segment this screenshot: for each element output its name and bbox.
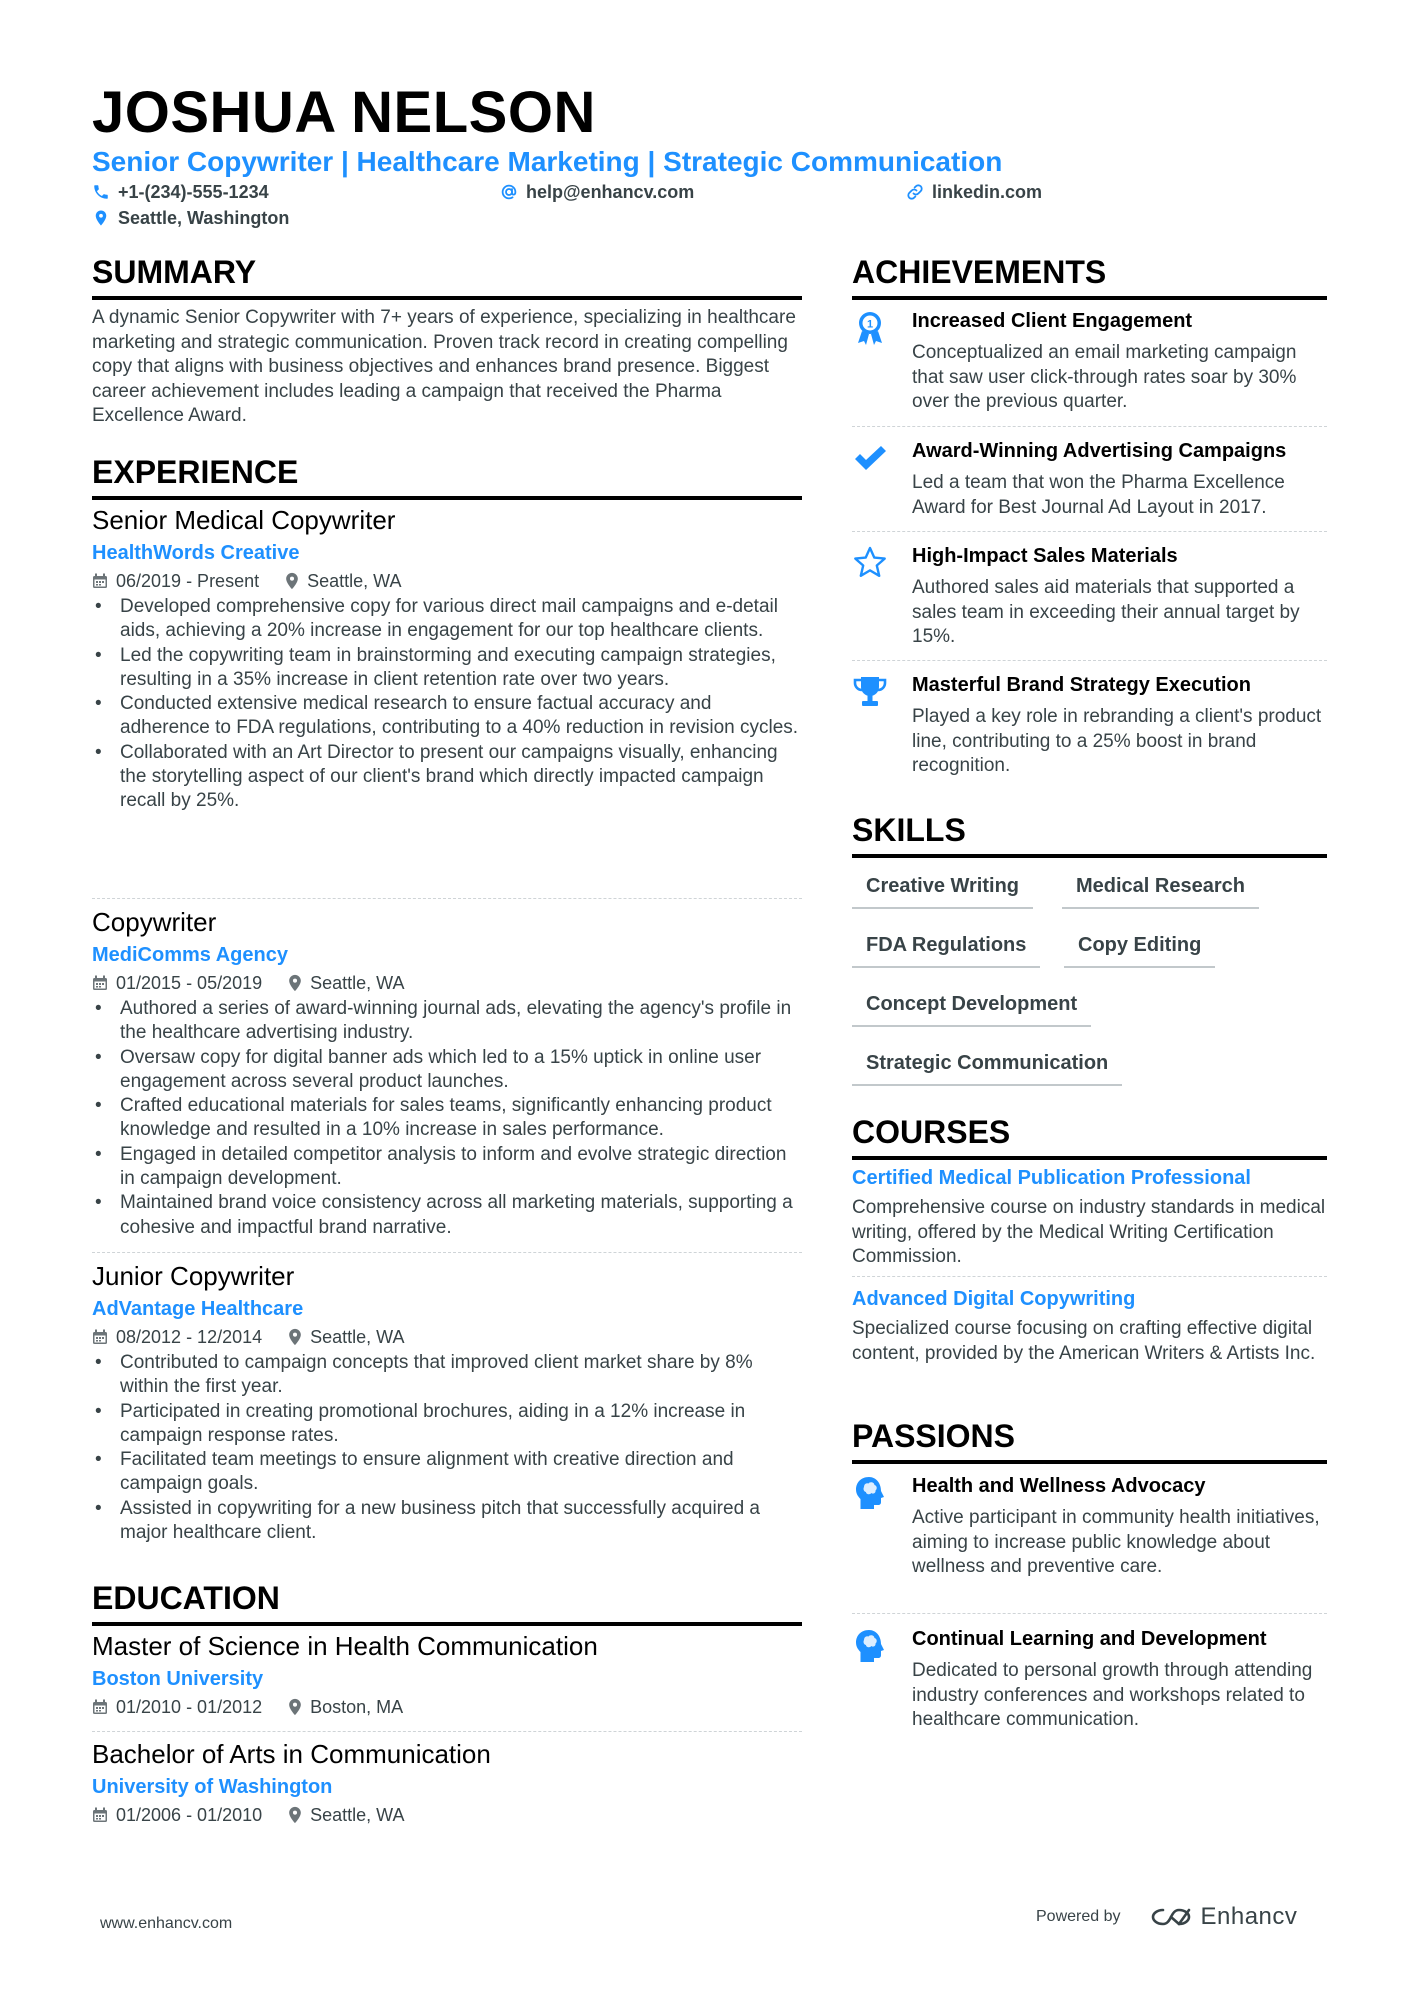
degree-title: Bachelor of Arts in Communication — [92, 1739, 491, 1769]
experience-entry — [92, 504, 802, 814]
skills-heading: SKILLS — [852, 810, 1327, 858]
education-heading: EDUCATION — [92, 1578, 802, 1626]
contact-location — [92, 207, 289, 229]
candidate-tagline: Senior Copywriter | Healthcare Marketing | Strategic Communication — [92, 146, 1003, 177]
powered-by-text: Powered by — [1036, 1908, 1121, 1925]
summary-heading: SUMMARY — [92, 252, 802, 300]
skill-tag: Strategic Communication — [852, 1050, 1122, 1086]
experience-entry — [92, 1260, 802, 1545]
job-bullets — [92, 1351, 802, 1545]
job-meta — [92, 971, 802, 995]
summary-text: A dynamic Senior Copywriter with 7+ years of experience, specializing in healthcare marketing and strategic communication. Proven track record in creating compelling copy that aligns with business objectives and enhances brand presence. Biggest career achievement includes leading a campaign that received the Pharma Excellence Award. — [92, 307, 796, 426]
phone-text: +1-(234)-555-1234 — [118, 182, 269, 202]
achievements-heading: ACHIEVEMENTS — [852, 252, 1327, 300]
job-dates-text: 06/2019 - Present — [116, 571, 260, 591]
course-title: Certified Medical Publication Professional — [852, 1167, 1251, 1189]
education-location — [288, 1695, 403, 1719]
bullet-item: • Contributed to campaign concepts that improved client market share by 8% within the first year. — [92, 1351, 802, 1400]
passion-text: Dedicated to personal growth through attending industry conferences and workshops related to healthcare communication. — [912, 1660, 1313, 1730]
achievement-title: Masterful Brand Strategy Execution — [912, 674, 1251, 696]
achievement-title: Award-Winning Advertising Campaigns — [912, 440, 1287, 462]
contact-email[interactable] — [500, 181, 694, 203]
head-brain-icon — [852, 1475, 888, 1511]
at-sign-icon — [500, 183, 518, 201]
experience-entry — [92, 906, 802, 1240]
calendar-icon — [92, 1329, 108, 1345]
bullet-item: • Led the copywriting team in brainstorming and executing campaign strategies, resulting in a 35% increase in client retention rate over two years. — [92, 644, 802, 693]
education-meta — [92, 1695, 802, 1719]
contact-website[interactable] — [906, 181, 1042, 203]
education-dates-text: 01/2010 - 01/2012 — [116, 1697, 263, 1717]
bullet-item: • Crafted educational materials for sales teams, significantly enhancing product knowledge and resulted in a 10% increase in sales performance. — [92, 1094, 802, 1143]
education-location-text: Boston, MA — [310, 1697, 404, 1717]
school-name: Boston University — [92, 1668, 264, 1690]
svg-text:1: 1 — [866, 318, 874, 331]
job-title: Senior Medical Copywriter — [92, 505, 396, 535]
job-bullets — [92, 997, 802, 1240]
company-name: MediComms Agency — [92, 944, 288, 966]
skill-tag: Medical Research — [1062, 873, 1259, 909]
bullet-item: • Maintained brand voice consistency across all marketing materials, supporting a cohesive and impactful brand narrative. — [92, 1191, 802, 1240]
map-pin-icon — [288, 974, 302, 992]
divider — [852, 426, 1327, 427]
skill-tag: Copy Editing — [1064, 932, 1215, 968]
job-title: Copywriter — [92, 907, 217, 937]
job-location — [288, 971, 404, 995]
job-location-text: Seattle, WA — [310, 973, 405, 993]
bullet-item: • Collaborated with an Art Director to present our campaigns visually, enhancing the storytelling aspect of our client's brand which directly impacted campaign recall by 25%. — [92, 741, 802, 814]
bullet-item: • Conducted extensive medical research to ensure factual accuracy and adherence to FDA regulations, contributing to a 40% reduction in revision cycles. — [92, 692, 802, 741]
passion-title: Continual Learning and Development — [912, 1628, 1267, 1650]
map-pin-icon — [288, 1328, 302, 1346]
job-title: Junior Copywriter — [92, 1261, 295, 1291]
map-pin-icon — [288, 1806, 302, 1824]
calendar-icon — [92, 975, 108, 991]
bullet-item: • Authored a series of award-winning journal ads, elevating the agency's profile in the healthcare advertising industry. — [92, 997, 802, 1046]
job-dates — [92, 971, 262, 995]
bullet-item: • Developed comprehensive copy for various direct mail campaigns and e-detail aids, achieving a 20% increase in engagement for our top healthcare clients. — [92, 595, 802, 644]
degree-title: Master of Science in Health Communication — [92, 1631, 598, 1661]
company-name: HealthWords Creative — [92, 542, 300, 564]
job-bullets — [92, 595, 802, 814]
school-name: University of Washington — [92, 1776, 333, 1798]
skill-tag: Creative Writing — [852, 873, 1033, 909]
education-location — [288, 1803, 404, 1827]
divider — [92, 1731, 802, 1732]
divider — [852, 531, 1327, 532]
passion-title: Health and Wellness Advocacy — [912, 1475, 1206, 1497]
map-pin-icon — [285, 572, 299, 590]
course-text: Comprehensive course on industry standards in medical writing, offered by the Medical Writing Certification Commission. — [852, 1197, 1326, 1267]
passion-text: Active participant in community health initiatives, aiming to increase public knowledge about wellness and preventive care. — [912, 1507, 1320, 1577]
education-dates — [92, 1695, 262, 1719]
bullet-item: • Participated in creating promotional brochures, aiding in a 12% increase in campaign response rates. — [92, 1400, 802, 1449]
website-text: linkedin.com — [932, 182, 1043, 202]
calendar-icon — [92, 573, 108, 589]
passion-item — [852, 1626, 1327, 1733]
star-icon — [852, 545, 888, 581]
job-meta — [92, 1325, 802, 1349]
footer-website[interactable]: www.enhancv.com — [100, 1915, 233, 1932]
job-dates-text: 08/2012 - 12/2014 — [116, 1327, 263, 1347]
phone-icon — [92, 183, 110, 201]
experience-heading: EXPERIENCE — [92, 452, 802, 500]
divider — [92, 1252, 802, 1253]
courses-heading: COURSES — [852, 1112, 1327, 1160]
enhancv-logo-icon — [1149, 1905, 1193, 1929]
education-location-text: Seattle, WA — [310, 1805, 405, 1825]
bullet-item: • Facilitated team meetings to ensure alignment with creative direction and campaign goals. — [92, 1448, 802, 1497]
education-meta — [92, 1803, 802, 1827]
email-text: help@enhancv.com — [526, 182, 695, 202]
achievement-text: Played a key role in rebranding a client's product line, contributing to a 25% boost in brand recognition. — [912, 706, 1322, 776]
trophy-icon — [852, 674, 888, 710]
bullet-item: • Engaged in detailed competitor analysis to inform and evolve strategic direction in campaign development. — [92, 1143, 802, 1192]
divider — [852, 1276, 1327, 1277]
education-entry — [92, 1738, 802, 1827]
job-location-text: Seattle, WA — [310, 1327, 405, 1347]
divider — [92, 898, 802, 899]
calendar-icon — [92, 1699, 108, 1715]
achievement-title: High-Impact Sales Materials — [912, 545, 1178, 567]
achievement-text: Led a team that won the Pharma Excellence Award for Best Journal Ad Layout in 2017. — [912, 472, 1285, 518]
skill-tag: FDA Regulations — [852, 932, 1040, 968]
achievement-item — [852, 438, 1327, 520]
job-dates-text: 01/2015 - 05/2019 — [116, 973, 263, 993]
job-location — [288, 1325, 404, 1349]
course-title: Advanced Digital Copywriting — [852, 1288, 1136, 1310]
achievement-text: Conceptualized an email marketing campaign that saw user click-through rates soar by 30% over the previous quarter. — [912, 342, 1297, 412]
course-item — [852, 1165, 1327, 1270]
course-text: Specialized course focusing on crafting effective digital content, provided by the American Writers & Artists Inc. — [852, 1318, 1316, 1364]
divider — [852, 1613, 1327, 1614]
candidate-name: JOSHUA NELSON — [92, 80, 596, 145]
achievement-text: Authored sales aid materials that supported a sales team in exceeding their annual target by 15%. — [912, 577, 1300, 647]
course-item — [852, 1286, 1327, 1366]
passions-heading: PASSIONS — [852, 1416, 1327, 1464]
skill-tag: Concept Development — [852, 991, 1091, 1027]
achievement-title: Increased Client Engagement — [912, 310, 1193, 332]
job-dates — [92, 569, 259, 593]
achievement-item — [852, 543, 1327, 650]
education-dates — [92, 1803, 262, 1827]
link-icon — [906, 183, 924, 201]
job-location — [285, 569, 401, 593]
job-location-text: Seattle, WA — [307, 571, 402, 591]
education-dates-text: 01/2006 - 01/2010 — [116, 1805, 263, 1825]
job-dates — [92, 1325, 262, 1349]
map-pin-icon — [288, 1698, 302, 1716]
map-pin-icon — [92, 209, 110, 227]
head-brain-icon — [852, 1628, 888, 1664]
location-text: Seattle, Washington — [118, 208, 290, 228]
achievement-item — [852, 308, 1327, 415]
brand-name: Enhancv — [1200, 1903, 1298, 1930]
achievement-item — [852, 672, 1327, 779]
passion-item — [852, 1473, 1327, 1580]
award-ribbon-icon — [852, 310, 888, 346]
company-name: AdVantage Healthcare — [92, 1298, 304, 1320]
calendar-icon — [92, 1807, 108, 1823]
footer-branding[interactable] — [1036, 1903, 1297, 1931]
bullet-item: • Assisted in copywriting for a new business pitch that successfully acquired a major healthcare client. — [92, 1497, 802, 1546]
job-meta — [92, 569, 802, 593]
contact-phone[interactable] — [92, 181, 269, 203]
bullet-item: • Oversaw copy for digital banner ads which led to a 15% uptick in online user engagement across several product launches. — [92, 1046, 802, 1095]
divider — [852, 660, 1327, 661]
education-entry — [92, 1630, 802, 1719]
checkmark-icon — [852, 440, 888, 476]
